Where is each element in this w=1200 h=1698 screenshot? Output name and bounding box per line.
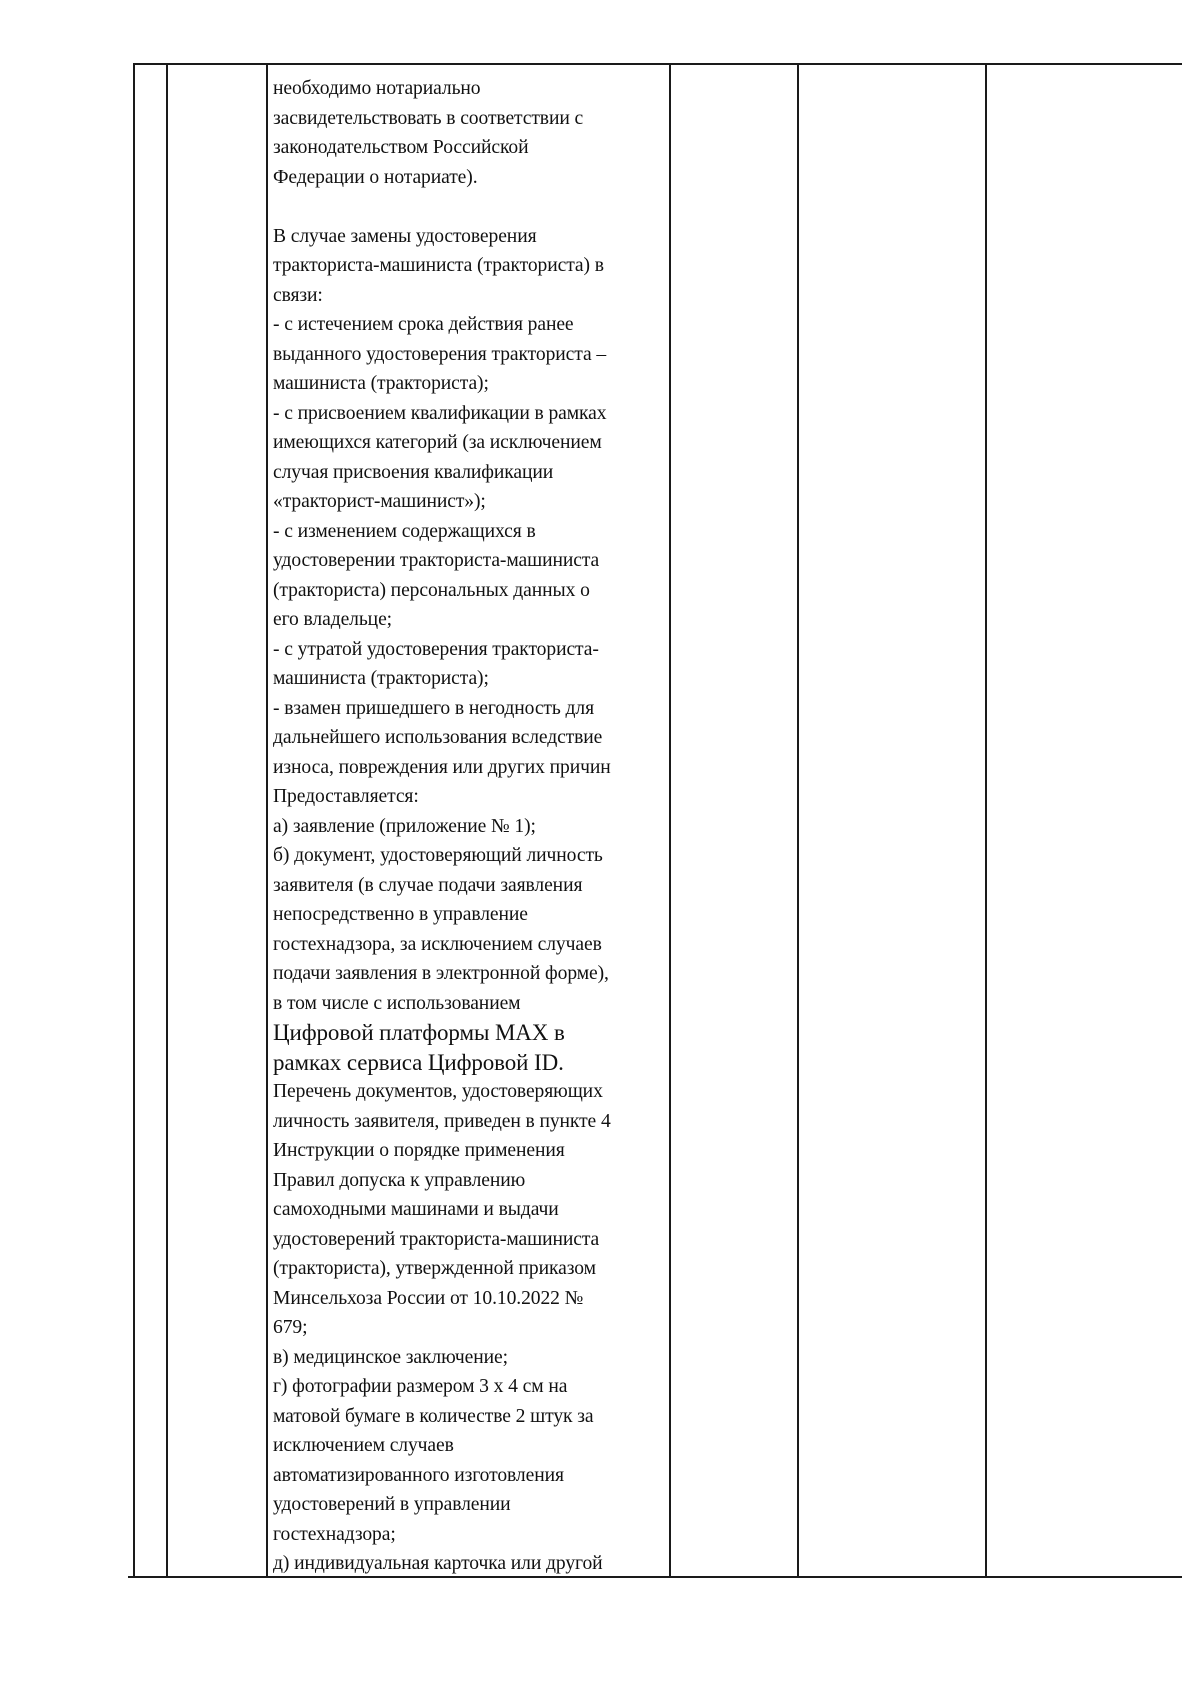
text-line: в том числе с использованием — [273, 992, 521, 1014]
text-line: гостехнадзора; — [273, 1523, 396, 1545]
text-line: засвидетельствовать в соответствии с — [273, 107, 584, 129]
text-line: - с присвоением квалификации в рамках — [273, 402, 607, 424]
text-line: Предоставляется: — [273, 786, 419, 807]
table-cell-text — [273, 74, 668, 1579]
text-line: Инструкции о порядке применения — [273, 1140, 565, 1161]
table-column-border-1 — [133, 63, 135, 1578]
text-line: (тракториста) персональных данных о — [273, 579, 590, 601]
table-column-border-3 — [266, 63, 268, 1578]
text-line: самоходными машинами и выдачи — [273, 1199, 559, 1220]
text-line: машиниста (тракториста); — [273, 668, 489, 689]
blank-line — [273, 192, 668, 222]
text-line: необходимо нотариально — [273, 78, 481, 99]
text-line: В случае замены удостоверения — [273, 225, 537, 247]
text-line: подачи заявления в электронной форме), — [273, 963, 609, 984]
text-line: Правил допуска к управлению — [273, 1169, 526, 1191]
text-line: (тракториста), утвержденной приказом — [273, 1258, 596, 1279]
text-line: а) заявление (приложение № 1); — [273, 815, 536, 837]
table-column-border-4 — [669, 63, 671, 1578]
text-line: Цифровой платформы МАХ в — [273, 1020, 565, 1045]
text-line: - с изменением содержащихся в — [273, 520, 536, 542]
text-line: гостехнадзора, за исключением случаев — [273, 933, 602, 955]
text-line: случая присвоения квалификации — [273, 461, 554, 483]
text-line: г) фотографии размером 3 х 4 см на — [273, 1376, 568, 1397]
text-line: дальнейшего использования вследствие — [273, 727, 603, 748]
text-line: личность заявителя, приведен в пункте 4 — [273, 1110, 611, 1132]
text-line: б) документ, удостоверяющий личность — [273, 845, 603, 866]
text-line: рамках сервиса Цифровой ID. — [273, 1049, 564, 1075]
text-line: машиниста (тракториста); — [273, 373, 489, 394]
table-column-border-6 — [985, 63, 987, 1578]
table-top-border — [133, 63, 1182, 65]
text-line: удостоверений в управлении — [273, 1494, 511, 1515]
text-line: его владельце; — [273, 609, 393, 630]
text-line: имеющихся категорий (за исключением — [273, 432, 602, 453]
text-line: удостоверений тракториста-машиниста — [273, 1228, 600, 1250]
text-line: законодательством Российской — [273, 137, 529, 158]
text-line: исключением случаев — [273, 1435, 454, 1456]
text-line: Минсельхоза России от 10.10.2022 № — [273, 1287, 584, 1309]
text-line: заявителя (в случае подачи заявления — [273, 874, 583, 896]
text-line: - с утратой удостоверения тракториста- — [273, 638, 599, 660]
text-line: Федерации о нотариате). — [273, 166, 478, 188]
text-line: износа, повреждения или других причин — [273, 756, 611, 778]
text-line: тракториста-машиниста (тракториста) в — [273, 255, 604, 276]
text-line: непосредственно в управление — [273, 904, 528, 925]
text-line: выданного удостоверения тракториста – — [273, 343, 607, 365]
text-line: в) медицинское заключение; — [273, 1346, 508, 1368]
text-line: - взамен пришедшего в негодность для — [273, 697, 594, 719]
text-line: автоматизированного изготовления — [273, 1464, 564, 1486]
text-line: 679; — [273, 1317, 308, 1338]
text-line: «тракторист-машинист»); — [273, 491, 486, 512]
text-line: - с истечением срока действия ранее — [273, 314, 574, 335]
text-line: д) индивидуальная карточка или другой — [273, 1553, 603, 1574]
text-line: связи: — [273, 284, 323, 306]
table-column-border-5 — [797, 63, 799, 1578]
text-line: матовой бумаге в количестве 2 штук за — [273, 1405, 594, 1427]
table-column-border-2 — [166, 63, 168, 1578]
text-line: Перечень документов, удостоверяющих — [273, 1081, 603, 1102]
text-line: удостоверении тракториста-машиниста — [273, 550, 600, 571]
